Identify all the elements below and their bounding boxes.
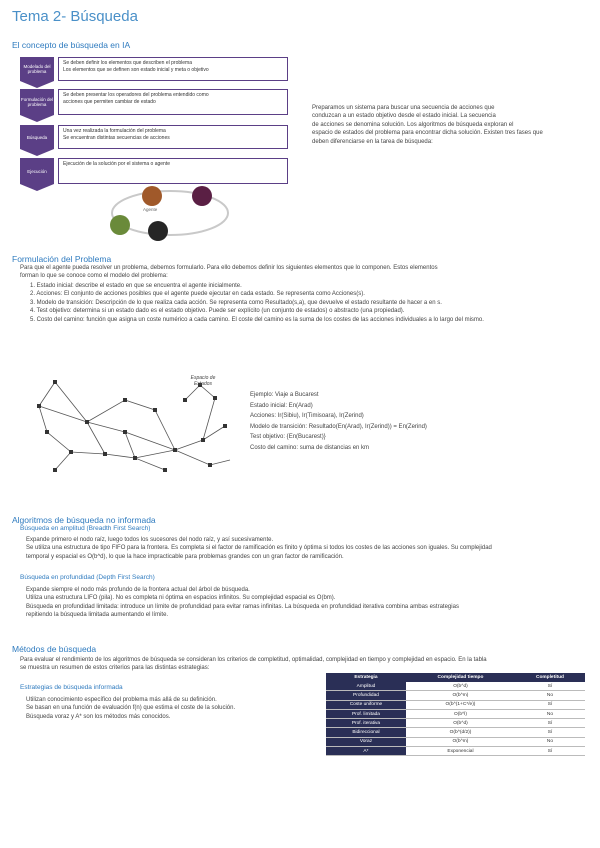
table-header: Completitud — [515, 673, 585, 682]
dfs-heading: Búsqueda en profundidad (Depth First Search) — [20, 574, 155, 581]
stage-formulacion: Formulación del problema — [20, 89, 54, 115]
table-cell: Bidireccional — [326, 728, 406, 737]
travel-example: Ejemplo: Viaje a Bucarest Estado inicial: En(Arad) Acciones: Ir(Sibiu), Ir(Timisoara), Ir(Zerind) Modelo de transición: Resultado(En(Arad), Ir(Zerind)) = En(Zerind) Test objetivo: {En(Bucarest)} Costo del camino: suma de distancias en km — [250, 392, 427, 451]
agent-cycle-diagram — [100, 185, 240, 245]
formulation-intro: Para que el agente pueda resolver un problema, debemos formularlo. Para ello debemos definir los siguientes elementos que lo componen. Estos elementos forman lo que se conoce como el modelo del problema: — [20, 265, 438, 280]
table-cell: O(b^m) — [406, 737, 515, 746]
table-row — [326, 691, 585, 700]
stage-modelado-box: Se deben definir los elementos que describen el problema Los elementos que se definen son estado inicial y meta o objetivo — [58, 57, 288, 81]
bfs-heading: Búsqueda en amplitud (Breadth First Search) — [20, 525, 151, 532]
stage-ejecucion: Ejecución — [20, 158, 54, 184]
table-cell: O(b^(d/2)) — [406, 728, 515, 737]
table-cell: Amplitud — [326, 682, 406, 691]
table-cell: O(b^d) — [406, 682, 515, 691]
table-row — [326, 728, 585, 737]
informed-text: Utilizan conocimiento específico del problema más allá de su definición. Se basan en una función de evaluación f(n) que estima el coste de la solución. Búsqueda voraz y A* son los métodos más conocidos. — [26, 697, 236, 720]
table-cell: Sí — [515, 700, 585, 709]
table-cell: Exponencial — [406, 747, 515, 756]
table-cell: O(b^m) — [406, 691, 515, 700]
section-heading-methods: Métodos de búsqueda — [12, 644, 97, 654]
table-cell: Profundidad — [326, 691, 406, 700]
stage-ejecucion-box: Ejecución de la solución por el sistema o agente — [58, 158, 288, 184]
table-cell: No — [515, 691, 585, 700]
table-header: Estrategia — [326, 673, 406, 682]
cycle-center-label: Agente — [143, 207, 158, 212]
stage-formulacion-box: Se deben presentar los operadores del problema entendido como acciones que permiten cambiar de estado — [58, 89, 288, 115]
table-cell: Prof. iterativa — [326, 719, 406, 728]
page-title: Tema 2- Búsqueda — [12, 8, 138, 25]
section-heading-formulation: Formulación del Problema — [12, 254, 112, 264]
table-cell: Sí — [515, 728, 585, 737]
table-cell: No — [515, 737, 585, 746]
informed-heading: Estrategias de búsqueda informada — [20, 684, 123, 691]
search-intro-text: Preparamos un sistema para buscar una secuencia de acciones que conduzcan a un estado objetivo desde el estado inicial. La secuencia de acciones se denomina solución. Los algoritmos de búsqueda exploran el espacio de estados del problema para encontrar dicha solución. Existen tres fases que deben diferenciarse en la tarea de búsqueda: — [312, 105, 543, 145]
table-cell: No — [515, 709, 585, 718]
stage-modelado: Modelado del problema — [20, 57, 54, 81]
stage-busqueda: Búsqueda — [20, 125, 54, 149]
table-cell: Sí — [515, 719, 585, 728]
section-heading-search-concept: El concepto de búsqueda en IA — [12, 40, 131, 50]
dfs-text: Expande siempre el nodo más profundo de la frontera actual del árbol de búsqueda. Utiliza una estructura LIFO (pila). No es completa ni óptima en espacios infinitos. Su complejidad espacial es O(bm). Búsqueda en profundidad limitada: introduce un límite de profundidad para evitar ramas infinitas. La búsqueda en profundidad iterativa combina ambas estrategias repitiendo la búsqueda limitada aumentando el límite. — [26, 587, 459, 619]
table-cell: A* — [326, 747, 406, 756]
section-heading-uninformed: Algoritmos de búsqueda no informada — [12, 515, 156, 525]
formulation-items: 1. Estado inicial: describe el estado en que se encuentra el agente inicialmente. 2. Acciones: El conjunto de acciones posibles que el agente puede ejecutar en cada estado. Se representa como Acciones(s). 3. Modelo de transición: Descripción de lo que realiza cada acción. Se representa como Resultado(s,a), que devuelve el estado resultante de hacer a en s. 4. Test objetivo: determina si un estado dado es el estado objetivo. Puede ser explícito (un conjunto de estados) o abstracto (una propiedad). 5. Costo del camino: función que asigna un coste numérico a cada camino. El coste del camino es la suma de los costes de las acciones individuales a lo largo del mismo. — [30, 283, 484, 323]
graph-label: Espacio de Estados — [190, 375, 216, 387]
table-row — [326, 737, 585, 746]
table-cell: Sí — [515, 747, 585, 756]
table-row — [326, 719, 585, 728]
table-cell: Sí — [515, 682, 585, 691]
stage-busqueda-box: Una vez realizada la formulación del problema Se encuentran distintas secuencias de acciones — [58, 125, 288, 149]
bfs-text: Expande primero el nodo raíz, luego todos los sucesores del nodo raíz, y así sucesivamente. Se utiliza una estructura de tipo FIFO para la frontera. Es completa si el factor de ramificación es finito y óptima si todos los costes de las acciones son iguales. Su complejidad temporal y espacial es O(b^d), lo que la hace impracticable para problemas grandes con un gran factor de ramificación. — [26, 537, 492, 560]
table-cell: Prof. limitada — [326, 709, 406, 718]
table-header-row — [326, 673, 585, 682]
table-header: Complejidad tiempo — [406, 673, 515, 682]
table-row — [326, 747, 585, 756]
table-cell: Coste uniforme — [326, 700, 406, 709]
table-cell: O(b^(1+C*/e)) — [406, 700, 515, 709]
methods-text: Para evaluar el rendimiento de los algoritmos de búsqueda se consideran los criterios de completitud, optimalidad, complejidad en tiempo y complejidad en espacio. En la tabla se muestra un resumen de estos criterios para las distintas estrategias: — [20, 657, 487, 672]
table-row — [326, 709, 585, 718]
table-row — [326, 700, 585, 709]
table-cell: Voraz — [326, 737, 406, 746]
table-cell: O(b^d) — [406, 719, 515, 728]
table-cell: O(b^l) — [406, 709, 515, 718]
table-row — [326, 682, 585, 691]
comparison-table — [326, 673, 585, 756]
